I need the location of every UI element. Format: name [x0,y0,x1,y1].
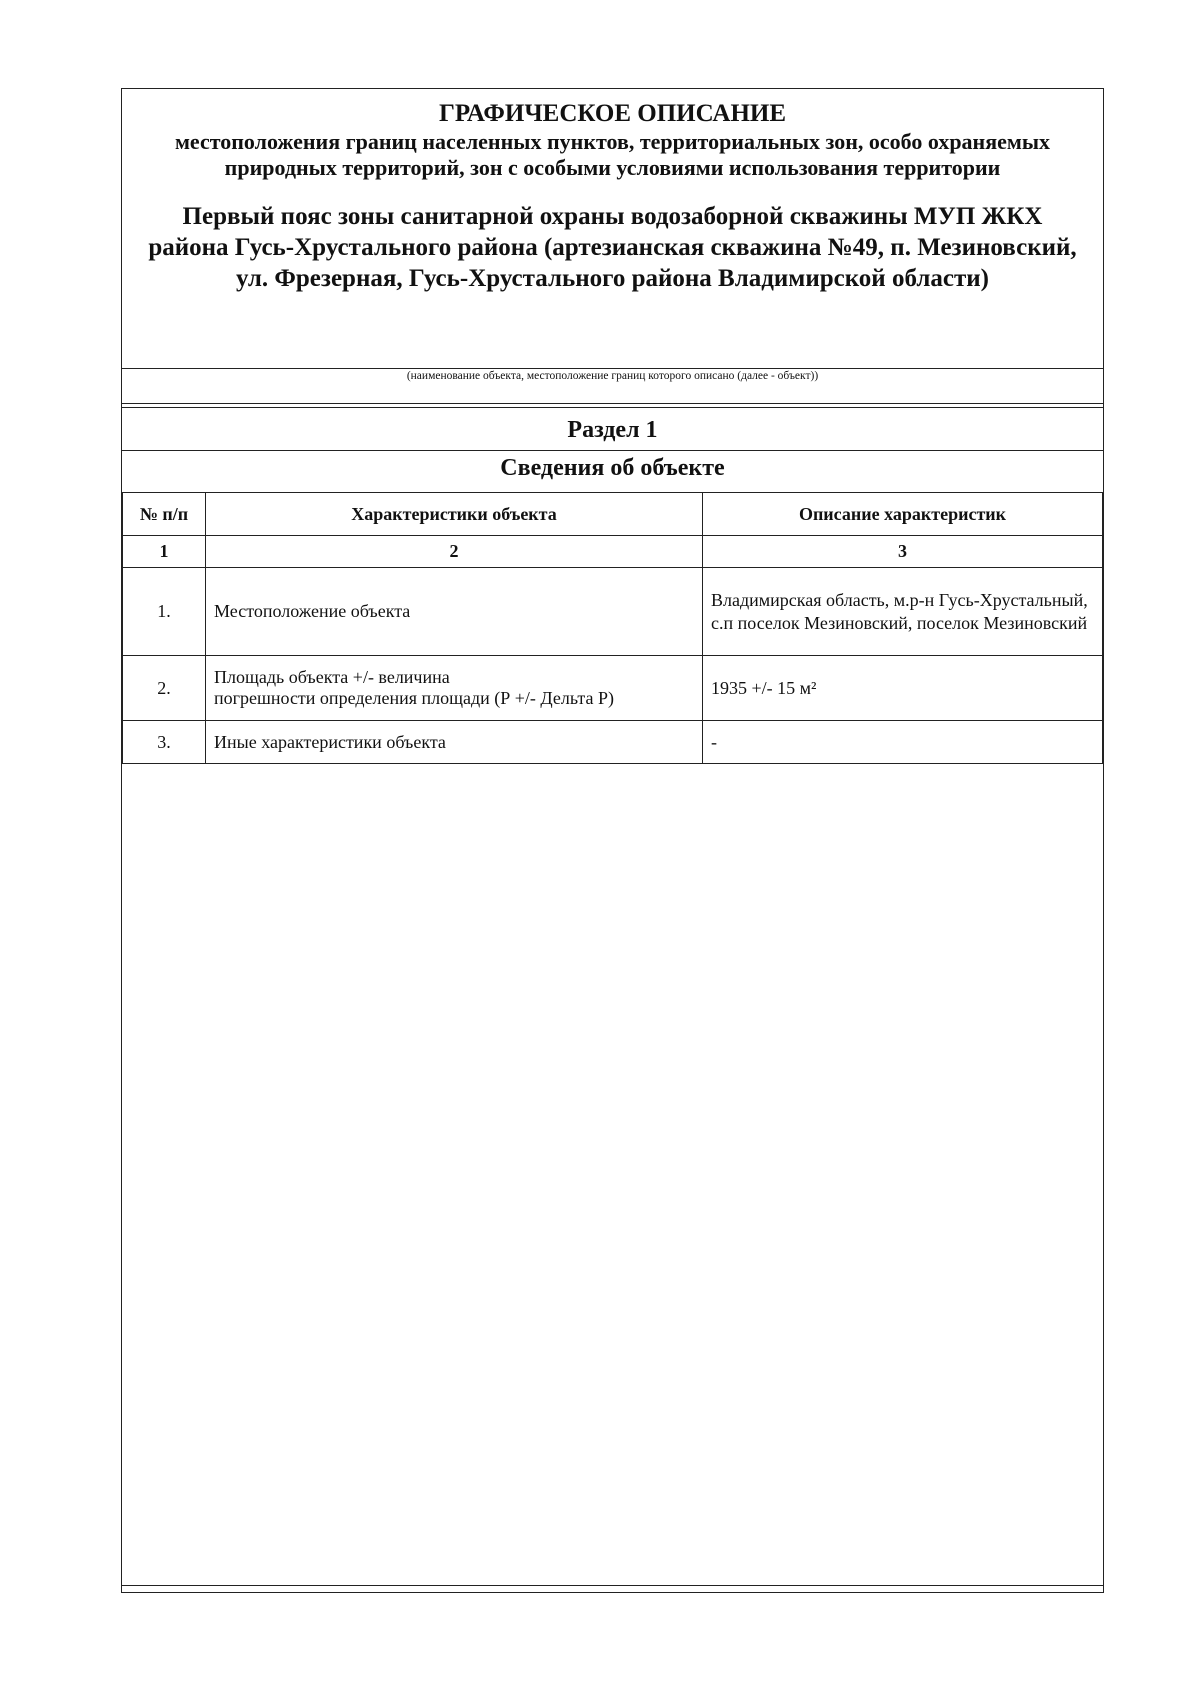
column-number: 3 [703,536,1103,568]
header-number: № п/п [123,493,206,536]
row-characteristic: Местоположение объекта [206,568,703,656]
row-number: 1. [123,568,206,656]
divider-line [122,403,1103,404]
row-description: - [703,721,1103,764]
row-characteristic: Иные характеристики объекта [206,721,703,764]
row-description: 1935 +/- 15 м² [703,656,1103,721]
column-number: 1 [123,536,206,568]
document-title: ГРАФИЧЕСКОЕ ОПИСАНИЕ [438,100,787,127]
header-characteristic: Характеристики объекта [206,493,703,536]
object-name: Первый пояс зоны санитарной охраны водозаборной скважины МУП ЖКХ района Гусь-Хрустального района (артезианская скважина №49, п. Мезиновский, ул. Фрезерная, Гусь-Хрустального района Владимирской области) [148,203,1077,292]
title-block [122,89,1103,369]
table-header-row [123,493,1103,536]
object-info-table [122,492,1103,764]
bottom-border-line [121,1585,1104,1586]
document-frame [121,88,1104,1593]
section-title: Раздел 1 [567,417,658,443]
table-row [123,656,1103,721]
document-subtitle: местоположения границ населенных пунктов, территориальных зон, особо охраняемых природных территорий, зон с особыми условиями использования территории [174,129,1051,180]
object-caption: (наименование объекта, местоположение границ которого описано (далее - объект)) [406,370,819,382]
column-number-row [123,536,1103,568]
table-row [123,568,1103,656]
divider-line [122,450,1103,451]
characteristic-line: погрешности определения площади (Р +/- Дельта Р) [214,688,614,708]
characteristic-line: Площадь объекта +/- величина [214,667,450,687]
section-subtitle: Сведения об объекте [500,455,725,481]
row-number: 3. [123,721,206,764]
row-description: Владимирская область, м.р-н Гусь-Хрустальный, с.п поселок Мезиновский, поселок Мезиновский [703,568,1103,656]
row-number: 2. [123,656,206,721]
column-number: 2 [206,536,703,568]
row-characteristic [206,656,703,721]
header-description: Описание характеристик [703,493,1103,536]
divider-line [122,368,1103,369]
divider-line [122,407,1103,408]
table-row [123,721,1103,764]
